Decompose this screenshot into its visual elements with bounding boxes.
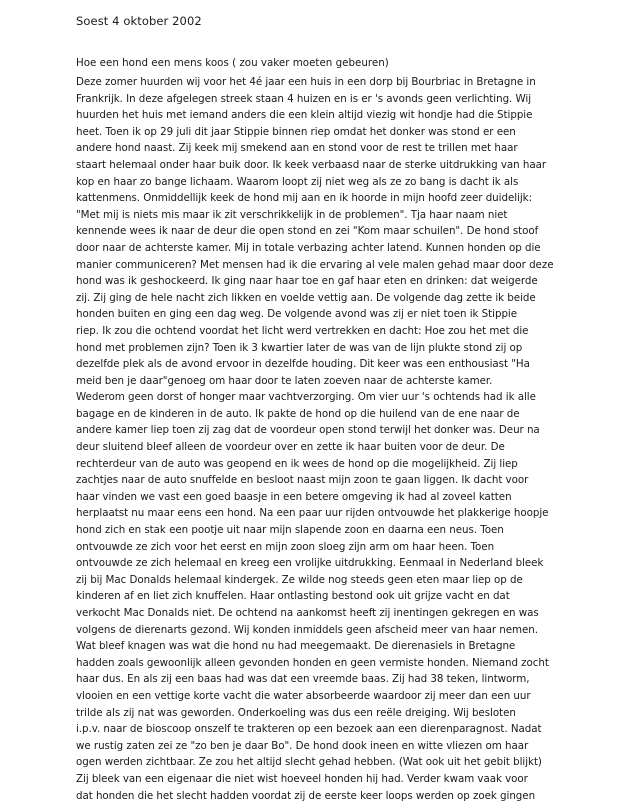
body-text-line: "Met mij is niets mis maar ik zit verschrikkelijk in de problemen". Tja haar naam niet [76, 208, 508, 221]
body-text-line: andere kamer liep toen zij zag dat de voordeur open stond terwijl het donker was. Deur na [76, 424, 540, 437]
body-text-line: i.p.v. naar de bioscoop onszelf te trakteren op een bezoek aan een dierenparagnost. Nadat [76, 723, 542, 736]
body-text-line: haar dus. En als zij een baas had was dat een vreemde baas. Zij had 38 teken, lintworm, [76, 673, 530, 686]
body-text-line: hond was ik geshockeerd. Ik ging naar haar toe en gaf haar eten en drinken: dat weigerde [76, 275, 538, 288]
body-text-line: Zij bleek van een eigenaar die niet wist hoeveel honden hij had. Verder kwam vaak voor [76, 772, 528, 785]
body-text-line: deur sluitend bleef alleen de voordeur over en zette ik haar buiten voor de deur. De [76, 441, 505, 454]
body-text-line: zij bij Mac Donalds helemaal kindergek. Ze wilde nog steeds geen eten maar liep op de [76, 573, 523, 586]
body-text-line: hond met problemen zijn? Toen ik 3 kwartier later de was van de lijn plukte stond zij op [76, 341, 523, 354]
body-text-line: dezelfde plek als de avond ervoor in dezelfde houding. Dit keer was een enthousiast "Ha [76, 358, 530, 371]
body-text-line: dat honden die het slecht hadden voordat zij de eerste keer loops werden op zoek gingen [76, 789, 536, 802]
body-text-line: manier communiceren? Met mensen had ik die ervaring al vele malen gehad maar door deze [76, 258, 554, 271]
body-text-line: meid ben je daar"genoeg om haar door te laten zoeven naar de achterste kamer. [76, 374, 493, 387]
body-text-line: verkocht Mac Donalds niet. De ochtend na aankomst heeft zij inentingen gekregen en was [76, 607, 539, 619]
body-text-line: kattenmens. Onmiddellijk keek de hond mij aan en ik hoorde in mijn hoofd zeer duidelijk: [76, 192, 533, 205]
body-text-line: kennende wees ik naar de deur die open stond en zei "Kom maar schuilen". De hond stoof [76, 225, 539, 238]
body-text-line: zij. Zij ging de hele nacht zich likken en voelde vettig aan. De volgende dag zette ik beide [76, 291, 536, 304]
body-text-line: volgens de dierenarts gezond. Wij konden inmiddels geen afscheid meer van haar nemen. [76, 623, 538, 636]
body-text-line: ontvouwde ze zich voor het eerst en mijn zoon sloeg zijn arm om haar heen. Toen [76, 540, 495, 553]
document-date: Soest 4 oktober 2002 [76, 14, 202, 28]
body-text-line: Wederom geen dorst of honger maar vachtverzorging. Om vier uur 's ochtends had ik alle [76, 391, 536, 404]
body-text-line: huurden het huis met iemand anders die een klein altijd viezig wit hondje had die Stippie [76, 109, 533, 122]
body-text-line: kinderen af en liet zich knuffelen. Haar ontlasting bestond ook uit grijze vacht en dat [76, 590, 510, 603]
body-text-line: andere hond naast. Zij keek mij smekend aan en stond voor de rest te trillen met haar [76, 142, 518, 155]
body-text-line: rechterdeur van de auto was geopend en ik wees de hond op die mogelijkheid. Zij liep [76, 457, 518, 470]
body-text-line: hond zich en stak een pootje uit naar mijn slapende zoon en daarna een neus. Toen [76, 524, 504, 537]
body-text-line: Deze zomer huurden wij voor het 4é jaar een huis in een dorp bij Bourbriac in Bretagne in [76, 76, 536, 88]
body-text-line: haar vinden we vast een goed baasje in een betere omgeving ik had al zoveel katten [76, 490, 512, 503]
body-text-line: Wat bleef knagen was wat die hond nu had meegemaakt. De dierenasiels in Bretagne [76, 640, 516, 653]
body-text-line: heet. Toen ik op 29 juli dit jaar Stippie binnen riep omdat het donker was stond er een [76, 125, 516, 138]
body-text-line: zachtjes naar de auto snuffelde en besloot naast mijn zoon te gaan liggen. Ik dacht voor [76, 474, 529, 487]
body-text-line: ogen werden zichtbaar. Ze zou het altijd slecht gehad hebben. (Wat ook uit het gebit blijkt) [76, 756, 542, 769]
body-text-line: staart helemaal onder haar buik door. Ik keek verbaasd naar de sterke uitdrukking van haar [76, 158, 547, 171]
body-text-line: Frankrijk. In deze afgelegen streek staan 4 huizen en is er 's avonds geen verlichting. Wij [76, 92, 532, 105]
body-text-line: bagage en de kinderen in de auto. Ik pakte de hond op die huilend van de ene naar de [76, 407, 520, 420]
body-text-line: honden buiten en ging een dag weg. De volgende avond was zij er niet toen ik Stippie [76, 308, 518, 321]
body-text-line: door naar de achterste kamer. Mij in totale verbazing achter latend. Kunnen honden op die [76, 241, 541, 254]
body-text-line: herplaatst nu maar eens een hond. Na een paar uur rijden ontvouwde het plakkerige hoopje [76, 507, 549, 520]
document-body [76, 74, 616, 804]
body-text-line: trilde als zij nat was geworden. Onderkoeling was dus een reële dreiging. Wij besloten [76, 706, 516, 719]
body-text-line: ontvouwde ze zich helemaal en kreeg een vrolijke uitdrukking. Eenmaal in Nederland bleek [76, 557, 544, 570]
document-title: Hoe een hond een mens koos ( zou vaker moeten gebeuren) [76, 57, 389, 69]
body-text-line: riep. Ik zou die ochtend voordat het licht werd vertrekken en dacht: Hoe zou het met die [76, 324, 529, 337]
body-text-line: vlooien en een vettige korte vacht die water absorbeerde waardoor zij meer dan een uur [76, 689, 531, 702]
body-text-line: kop en haar zo bange lichaam. Waarom loopt zij niet weg als ze zo bang is dacht ik als [76, 175, 519, 188]
body-text-line: hadden zoals gewoonlijk alleen gevonden honden en geen vermiste honden. Niemand zocht [76, 656, 549, 669]
body-text-line: we rustig zaten zei ze "zo ben je daar Bo". De hond dook ineen en witte vliezen om haar [76, 739, 529, 752]
